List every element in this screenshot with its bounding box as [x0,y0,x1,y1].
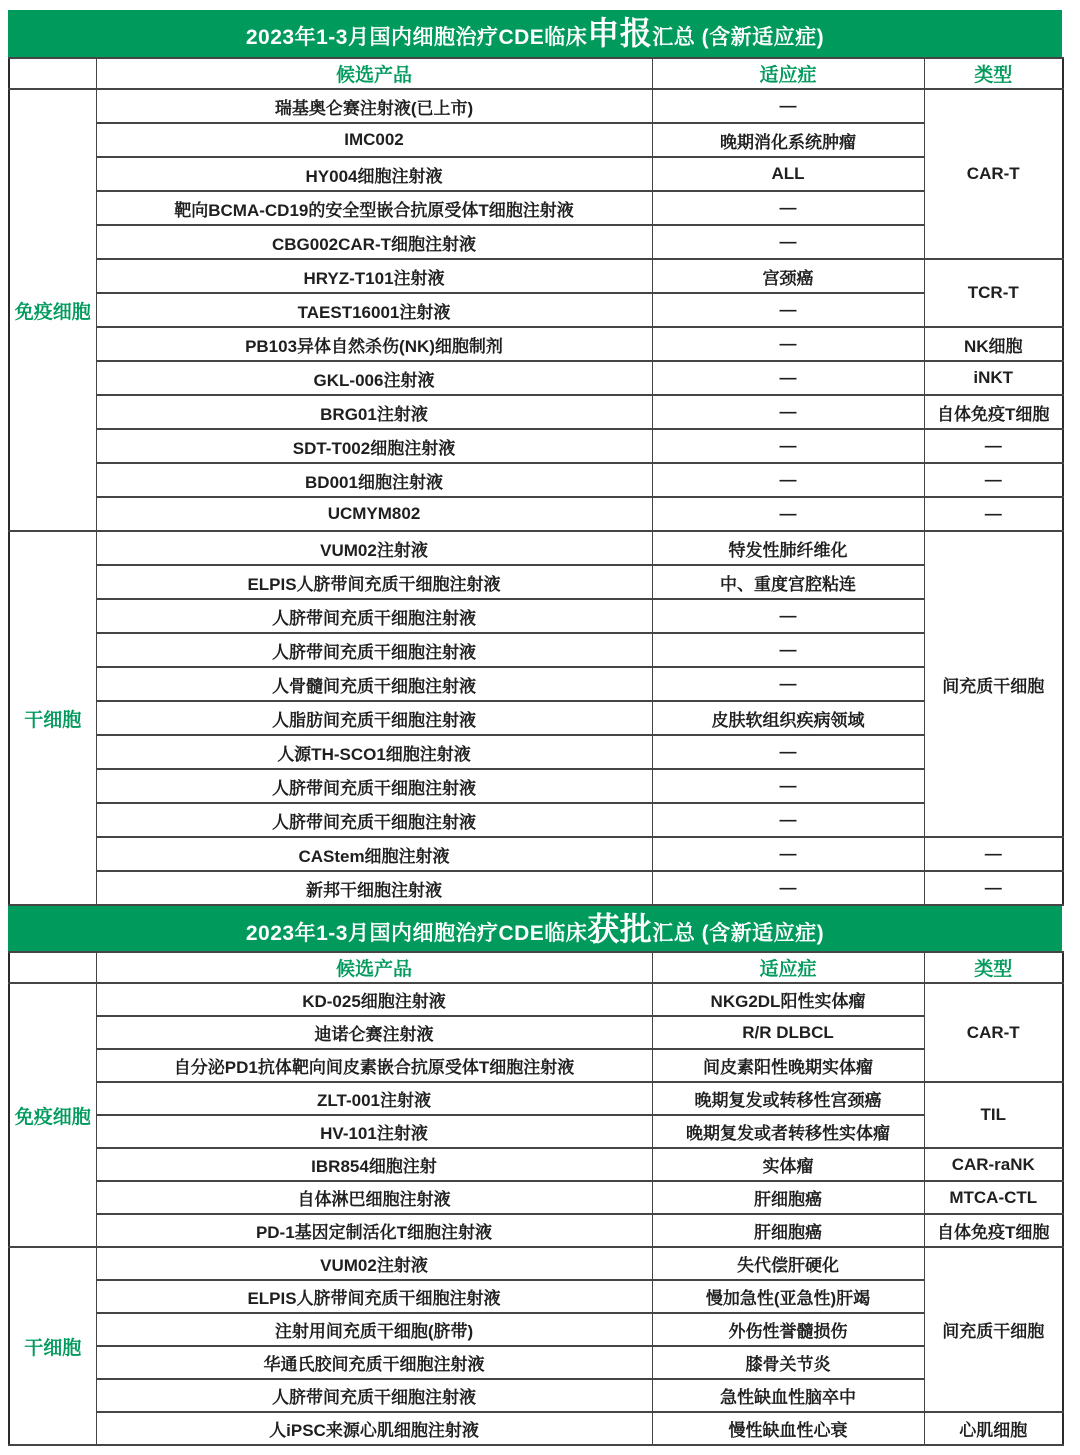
product-cell: IBR854细胞注射 [96,1148,652,1181]
product-cell: CAStem细胞注射液 [96,837,652,871]
indication-cell: 慢加急性(亚急性)肝竭 [652,1280,924,1313]
indication-cell: R/R DLBCL [652,1016,924,1049]
indication-cell: — [652,361,924,395]
table-row [9,1247,1063,1280]
product-cell: 人脐带间充质干细胞注射液 [96,599,652,633]
indication-cell: — [652,293,924,327]
product-cell: 自体淋巴细胞注射液 [96,1181,652,1214]
table-row [9,565,1063,599]
report [8,10,1062,1446]
category-cell: 干细胞 [9,1247,96,1445]
indication-cell: 晚期复发或者转移性实体瘤 [652,1115,924,1148]
column-header-product: 候选产品 [96,952,652,983]
type-cell: — [924,871,1063,905]
product-cell: 注射用间充质干细胞(脐带) [96,1313,652,1346]
indication-cell: 肝细胞癌 [652,1214,924,1247]
title-highlight: 申报 [587,15,653,51]
product-cell: 人骨髓间充质干细胞注射液 [96,667,652,701]
indication-cell: — [652,769,924,803]
table-row [9,1016,1063,1049]
product-cell: PD-1基因定制活化T细胞注射液 [96,1214,652,1247]
table-row [9,1412,1063,1445]
column-header-type: 类型 [924,952,1063,983]
indication-cell: 实体瘤 [652,1148,924,1181]
product-cell: ELPIS人脐带间充质干细胞注射液 [96,565,652,599]
submissions-table [8,57,1064,906]
product-cell: 人脐带间充质干细胞注射液 [96,1379,652,1412]
type-cell: CAR-T [924,983,1063,1082]
table-row [9,123,1063,157]
indication-cell: — [652,191,924,225]
product-cell: BRG01注射液 [96,395,652,429]
table-row [9,633,1063,667]
table-row [9,497,1063,531]
table-row [9,1214,1063,1247]
table-row [9,803,1063,837]
table-row [9,599,1063,633]
table-row [9,871,1063,905]
product-cell: BD001细胞注射液 [96,463,652,497]
type-cell: iNKT [924,361,1063,395]
indication-cell: — [652,837,924,871]
indication-cell: 外伤性誉髓损伤 [652,1313,924,1346]
type-cell: 自体免疫T细胞 [924,395,1063,429]
product-cell: 自分泌PD1抗体靶向间皮素嵌合抗原受体T细胞注射液 [96,1049,652,1082]
indication-cell: — [652,633,924,667]
table-row [9,89,1063,123]
indication-cell: 膝骨关节炎 [652,1346,924,1379]
indication-cell: — [652,497,924,531]
indication-cell: 间皮素阳性晚期实体瘤 [652,1049,924,1082]
product-cell: PB103异体自然杀伤(NK)细胞制剂 [96,327,652,361]
type-cell: TCR-T [924,259,1063,327]
title-prefix: 2023年1-3月国内细胞治疗CDE临床 [245,922,588,945]
corner-cell [9,952,96,983]
product-cell: 人脐带间充质干细胞注射液 [96,633,652,667]
indication-cell: 慢性缺血性心衰 [652,1412,924,1445]
title-suffix: 汇总 (含新适应症) [652,26,825,49]
table-row [9,1346,1063,1379]
column-header-indication: 适应症 [652,58,924,89]
indication-cell: — [652,327,924,361]
type-cell: NK细胞 [924,327,1063,361]
indication-cell: 皮肤软组织疾病领域 [652,701,924,735]
table-row [9,1181,1063,1214]
table-row [9,531,1063,565]
indication-cell: — [652,871,924,905]
indication-cell: — [652,667,924,701]
product-cell: VUM02注射液 [96,531,652,565]
type-cell: MTCA-CTL [924,1181,1063,1214]
product-cell: 人源TH-SCO1细胞注射液 [96,735,652,769]
product-cell: 靶向BCMA-CD19的安全型嵌合抗原受体T细胞注射液 [96,191,652,225]
table-row [9,327,1063,361]
product-cell: HRYZ-T101注射液 [96,259,652,293]
type-cell: 心肌细胞 [924,1412,1063,1445]
indication-cell: — [652,89,924,123]
table-row [9,1082,1063,1115]
table-title-submissions [8,10,1062,57]
table-title-approvals [8,906,1062,951]
table-row [9,191,1063,225]
table-row [9,1115,1063,1148]
indication-cell: 晚期复发或转移性宫颈癌 [652,1082,924,1115]
column-header-indication: 适应症 [652,952,924,983]
type-cell: TIL [924,1082,1063,1148]
table-row [9,395,1063,429]
type-cell: — [924,463,1063,497]
title-highlight: 获批 [587,911,653,947]
header-row [9,58,1063,89]
category-cell: 免疫细胞 [9,89,96,531]
indication-cell: NKG2DL阳性实体瘤 [652,983,924,1016]
type-cell: 自体免疫T细胞 [924,1214,1063,1247]
corner-cell [9,58,96,89]
product-cell: 华通氏胶间充质干细胞注射液 [96,1346,652,1379]
indication-cell: 中、重度宫腔粘连 [652,565,924,599]
category-cell: 免疫细胞 [9,983,96,1247]
indication-cell: — [652,225,924,259]
product-cell: VUM02注射液 [96,1247,652,1280]
table-row [9,259,1063,293]
table-row [9,769,1063,803]
table-row [9,157,1063,191]
type-cell: — [924,837,1063,871]
table-row [9,983,1063,1016]
title-prefix: 2023年1-3月国内细胞治疗CDE临床 [245,26,588,49]
column-header-product: 候选产品 [96,58,652,89]
product-cell: 迪诺仑赛注射液 [96,1016,652,1049]
indication-cell: 晚期消化系统肿瘤 [652,123,924,157]
product-cell: IMC002 [96,123,652,157]
table-row [9,667,1063,701]
product-cell: HY004细胞注射液 [96,157,652,191]
title-suffix: 汇总 (含新适应症) [652,922,825,945]
table-row [9,735,1063,769]
table-row [9,463,1063,497]
indication-cell: ALL [652,157,924,191]
indication-cell: — [652,599,924,633]
table-row [9,361,1063,395]
type-cell: 间充质干细胞 [924,1247,1063,1412]
indication-cell: — [652,395,924,429]
product-cell: TAEST16001注射液 [96,293,652,327]
table-row [9,429,1063,463]
table-row [9,1379,1063,1412]
table-row [9,293,1063,327]
indication-cell: — [652,803,924,837]
indication-cell: 特发性肺纤维化 [652,531,924,565]
type-cell: — [924,497,1063,531]
indication-cell: — [652,463,924,497]
type-cell: 间充质干细胞 [924,531,1063,837]
table-row [9,1280,1063,1313]
table-row [9,1148,1063,1181]
indication-cell: 急性缺血性脑卒中 [652,1379,924,1412]
product-cell: 人脂肪间充质干细胞注射液 [96,701,652,735]
table-row [9,1049,1063,1082]
product-cell: HV-101注射液 [96,1115,652,1148]
indication-cell: — [652,735,924,769]
table-row [9,225,1063,259]
indication-cell: 失代偿肝硬化 [652,1247,924,1280]
product-cell: ZLT-001注射液 [96,1082,652,1115]
table-row [9,837,1063,871]
header-row [9,952,1063,983]
type-cell: CAR-T [924,89,1063,259]
product-cell: 人脐带间充质干细胞注射液 [96,803,652,837]
indication-cell: 肝细胞癌 [652,1181,924,1214]
table-row [9,701,1063,735]
type-cell: CAR-raNK [924,1148,1063,1181]
category-cell: 干细胞 [9,531,96,905]
product-cell: SDT-T002细胞注射液 [96,429,652,463]
product-cell: 瑞基奥仑赛注射液(已上市) [96,89,652,123]
product-cell: 人脐带间充质干细胞注射液 [96,769,652,803]
table-row [9,1313,1063,1346]
product-cell: UCMYM802 [96,497,652,531]
product-cell: KD-025细胞注射液 [96,983,652,1016]
product-cell: 新邦干细胞注射液 [96,871,652,905]
product-cell: GKL-006注射液 [96,361,652,395]
approvals-table [8,951,1064,1446]
column-header-type: 类型 [924,58,1063,89]
indication-cell: — [652,429,924,463]
indication-cell: 宫颈癌 [652,259,924,293]
product-cell: CBG002CAR-T细胞注射液 [96,225,652,259]
type-cell: — [924,429,1063,463]
product-cell: ELPIS人脐带间充质干细胞注射液 [96,1280,652,1313]
product-cell: 人iPSC来源心肌细胞注射液 [96,1412,652,1445]
